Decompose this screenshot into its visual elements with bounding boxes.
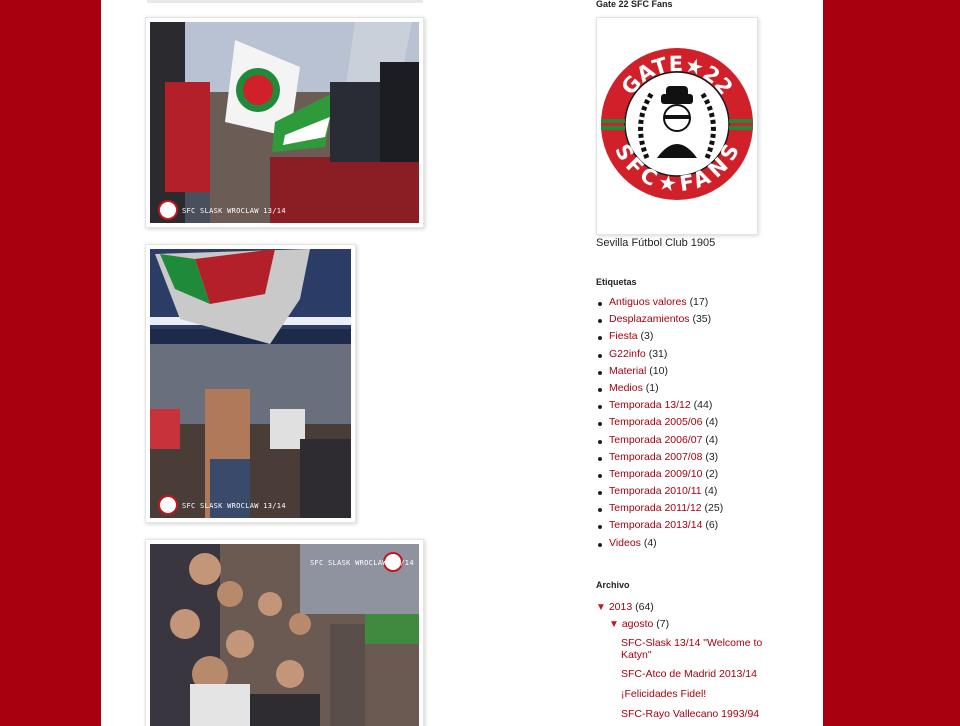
label-count: (35) [692,313,712,326]
photo-1-image [150,22,419,223]
label-link[interactable]: Temporada 2011/12 [609,502,702,515]
archive-month-count: (7) [656,618,670,630]
label-item [596,296,723,313]
label-item [596,365,723,382]
label-count: (2) [705,467,719,480]
label-count: (4) [704,485,718,498]
label-count: (25) [704,502,724,515]
archive-widget-title: Archivo [596,580,630,590]
label-link[interactable]: Temporada 2013/14 [609,519,703,532]
post-photo-3[interactable] [145,539,424,726]
label-item [596,399,723,416]
archive-year-link[interactable]: 2013 [608,601,633,613]
archive-post-link[interactable]: SFC-Atco de Madrid 2013/14 [621,668,757,680]
photo-watermark: SFC SLASK WROCLAW 13/14 [182,502,286,510]
label-count: (31) [648,347,668,360]
archive-year-count: (64) [635,601,654,613]
archive-year-row [596,601,654,613]
watermark-badge-icon [158,495,178,515]
label-count: (4) [705,433,719,446]
label-item [596,348,723,365]
label-link[interactable]: Temporada 2009/10 [609,467,703,480]
label-link[interactable]: Fiesta [609,330,638,343]
photo-watermark: SFC SLASK WROCLAW 13/14 [182,207,286,215]
label-item [596,330,723,347]
archive-month-link[interactable]: agosto [621,618,654,630]
archive-post-link[interactable]: SFC-Rayo Vallecano 1993/94 [621,708,760,720]
label-count: (4) [643,536,657,549]
label-item [596,416,723,433]
label-count: (17) [689,296,709,308]
label-item [596,382,723,399]
label-item [596,519,723,536]
label-count: (3) [705,450,719,463]
label-item [596,313,723,330]
label-item [596,502,723,519]
blog-page [101,0,823,726]
label-link[interactable]: Material [609,364,647,377]
logo-caption: Sevilla Fútbol Club 1905 [596,237,716,249]
expand-triangle-icon[interactable]: ▼ [609,619,619,630]
label-link[interactable]: G22info [609,347,646,360]
label-link[interactable]: Temporada 2010/11 [609,485,702,498]
post-divider [147,0,423,3]
watermark-badge-icon [158,200,178,220]
post-photo-1[interactable] [145,17,424,228]
label-item [596,451,723,468]
label-link[interactable]: Desplazamientos [609,313,690,326]
labels-list [596,296,723,554]
label-count: (3) [640,330,654,343]
labels-widget-title: Etiquetas [596,277,637,287]
archive-post-link[interactable]: SFC-Slask 13/14 "Welcome to Katyn" [621,637,763,661]
logo-bottom-text: SFC★FANS [610,140,744,197]
profile-widget-title: Gate 22 SFC Fans [596,0,673,9]
expand-triangle-icon[interactable]: ▼ [596,602,606,613]
archive-post-link[interactable]: ¡Felicidades Fidel! [621,688,707,700]
label-item [596,434,723,451]
label-link[interactable]: Temporada 2007/08 [609,450,703,463]
photo-watermark: SFC SLASK WROCLAW 13/14 [310,559,414,567]
label-link[interactable]: Temporada 2006/07 [609,433,703,446]
photo-3-image [150,544,419,726]
label-link[interactable]: Temporada 13/12 [609,399,691,412]
label-link[interactable]: Videos [609,536,641,549]
label-count: (10) [649,364,668,377]
label-link[interactable]: Medios [609,381,643,394]
label-link[interactable]: Temporada 2005/06 [609,416,703,429]
archive-month-row [609,618,669,630]
logo-top-text: GATE★22 [616,51,738,100]
label-count: (6) [705,519,719,532]
photo-2-image [150,249,351,518]
club-logo[interactable] [596,17,758,235]
label-count: (4) [705,416,719,429]
club-logo-image [597,18,757,234]
label-count: (44) [693,399,713,412]
post-photo-2[interactable] [145,244,356,523]
label-item [596,468,723,485]
label-link[interactable]: Antiguos valores [609,296,687,308]
label-count: (1) [645,381,659,394]
label-item [596,537,723,554]
label-item [596,485,723,502]
